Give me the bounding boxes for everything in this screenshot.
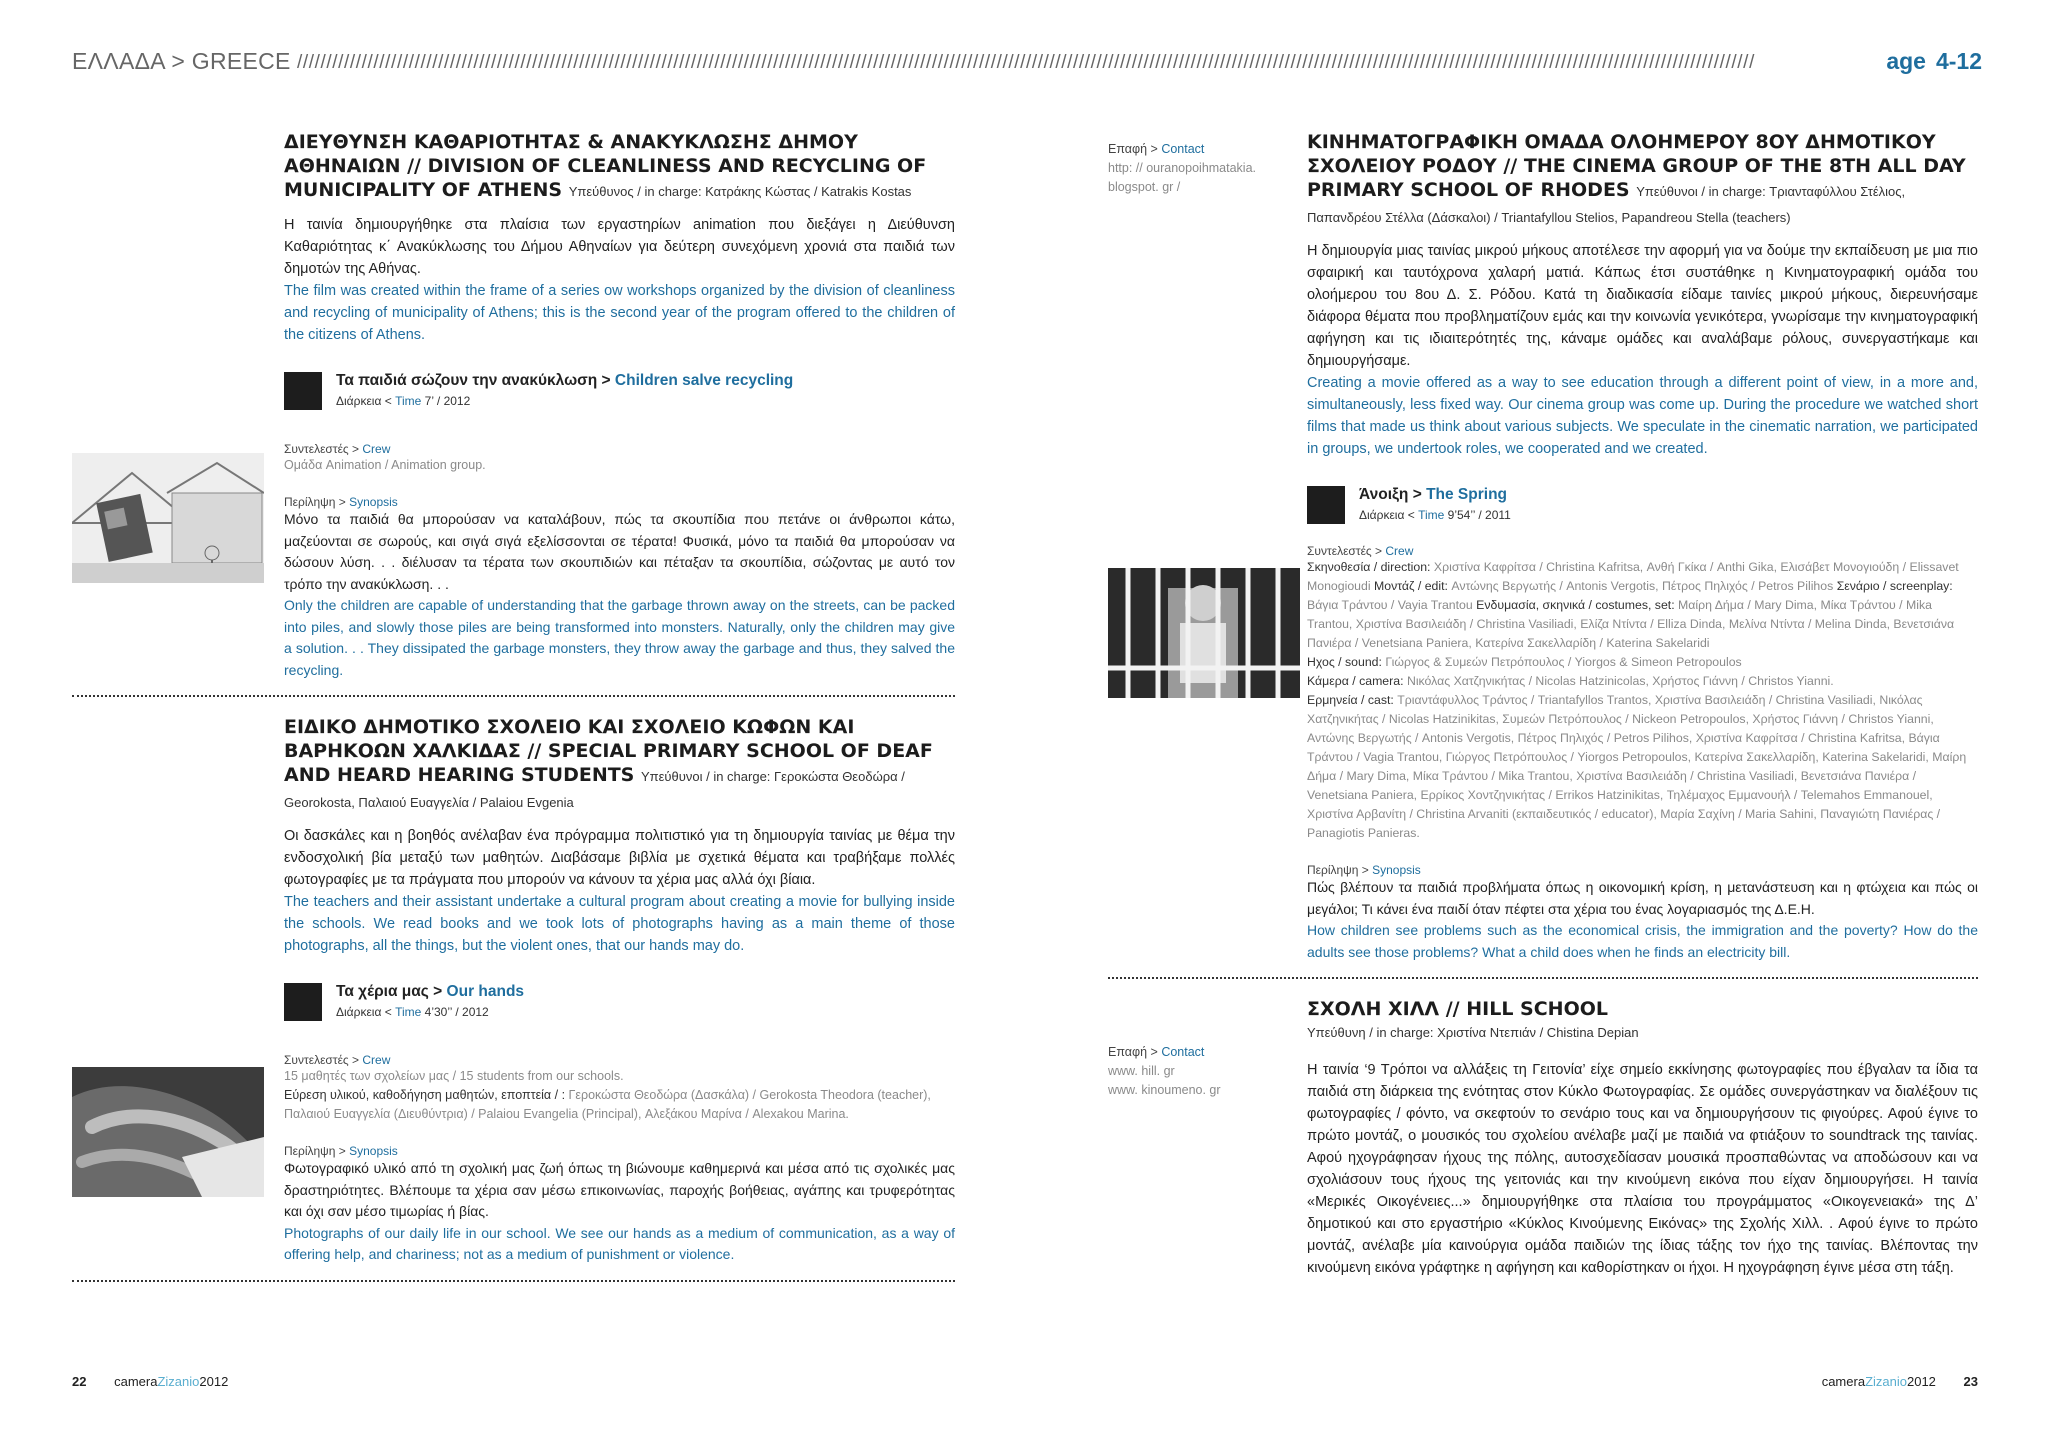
crew-role: Εύρεση υλικού, καθοδήγηση μαθητών, εποπτεία / : — [284, 1088, 566, 1102]
entry-charge: Υπεύθυνοι / in charge: Τριανταφύλλου Στέλιος, Παπανδρέου Στέλλα (Δάσκαλοι) / Triantafyllou Stelios, Papandreou Stella (teachers) — [1307, 184, 1906, 225]
entry-title — [1307, 997, 1978, 1045]
film-square-icon — [284, 372, 322, 410]
crew-label — [284, 442, 955, 456]
film-still-spring — [1108, 568, 1300, 698]
film-title — [336, 372, 793, 390]
footer-left — [72, 1374, 228, 1389]
description-greek: Η ταινία ‘9 Τρόποι να αλλάξεις τη Γειτονία’ είχε σημείο εκκίνησης φωτογραφίες που έβγαλαν τα ίδια τα παιδιά στη διάρκεια της ενότητας στον Κύκλο Φωτογραφίας. Σε ομάδες συνεργάστηκαν να διαλέξουν τις φωτογραφίες / φόντο, να σκεφτούν το σενάριο τους και να δημιουργήσουν τις φιγούρες. Αφού έγινε το πρώτο μοντάζ, ο μουσικός του σχολείου ανέλαβε μαζί με παιδιά να φτιάξουν το soundtrack της ταινίας. Αφού ηχογράφησαν ήχους της πόλης, αυτοσχεδίασαν μουσικά προσπαθώντας να αποδώσουν και να σχολιάσουν τους ήχους της γειτονιάς και την κινούμενη εικόνα που είχαν δημιουργήσει. Η ταινία «Μερικές Οικογένειες...» δημιουργήθηκε στα πλαίσια του προγράμματος «Οικογενειακά» της Δ’ δημοτικού και στο εργαστήριο «Κύκλος Κινούμενης Εικόνας» της Σχολής Χιλλ. . Αφού έγινε το πρώτο μοντάζ, ανέλαβε μία καινούργια ομάδα παιδιών της ίδιας τάξης τον ήχο της ταινίας. Βλέποντας την κινούμενη εικόνα γράφτηκε η αφήγηση και καθορίστηκαν οι ήχοι. Η ηχογράφηση έγινε μέσα στη τάξη. — [1307, 1062, 1978, 1276]
crew-role: Σενάριο / screenplay: — [1836, 579, 1953, 593]
entry-cleanliness-athens — [284, 130, 955, 681]
entry-title — [1307, 130, 1978, 230]
entry-title-text: ΔΙΕΥΘΥΝΣΗ ΚΑΘΑΡΙΟΤΗΤΑΣ & ΑΝΑΚΥΚΛΩΣΗΣ ΔΗΜΟΥ ΑΘΗΝΑΙΩΝ // DIVISION OF CLEANLINESS AND RECYCLING OF MUNICIPALITY OF ATHENS — [284, 131, 927, 201]
contact-label-greek: Επαφή > — [1108, 142, 1158, 156]
synopsis-english: How children see problems such as the economical crisis, the immigration and the poverty? How do the adults see those problems? What a child does when he finds an electricity bill. — [1307, 922, 1978, 960]
contact-url-line: blogspot. gr / — [1108, 180, 1181, 194]
film-title-english: The Spring — [1426, 486, 1508, 503]
right-column — [1307, 130, 1978, 1279]
film-title-greek: Άνοιξη > — [1359, 486, 1422, 503]
description-english: The teachers and their assistant undertake a cultural program about creating a movie for bullying inside the schools. We read books and we took lots of photographs having as a main theme of those photographs, all the things, but the violent ones, that our hands may do. — [284, 894, 955, 954]
synopsis-greek: Πώς βλέπουν τα παιδιά προβλήματα όπως η οικονομική κρίση, η μετανάστευση και η φτώχεια και πώς οι μεγάλοι; Τι κάνει ένα παιδί όταν πέφτει στα χέρια του ένας λογαριασμός της Δ.Ε.Η. — [1307, 879, 1978, 917]
crew-role: Κάμερα / camera: — [1307, 674, 1404, 688]
brand-logo — [1822, 1374, 1936, 1389]
children-drawing-image — [72, 453, 264, 583]
page-header — [72, 46, 1982, 80]
synopsis-label — [284, 495, 955, 509]
crew-names: Χριστίνα Καφρίτσα / Christina Kafritsa, Ανθή Γκίκα / Anthi Gika, Ελισάβετ Μονογιούδη / Elissavet Monogioudi — [1307, 560, 1959, 593]
entry-charge: Υπεύθυνος / in charge: Κατράκης Κώστας / Katrakis Kostas — [568, 184, 912, 199]
crew-names: Τριαντάφυλλος Τράντος / Triantafyllos Trantos, Χριστίνα Βασιλειάδη / Christina Vasiliadi, Νικόλας Χατζηνικήτας / Nicolas Hatzinikitas, Συμεών Πετρόπουλος / Nickeon Petropoulos, Χρήστος Γιάννη / Christos Yianni, Αντώνης Βεργωτής / Antonis Vergotis, Πέτρος Πηλιχός / Petros Pilihos, Χριστίνα Καφρίτσα / Christina Kafritsa, Βάγια Τράντου / Vagia Trantou, Γιώργος Πετρόπουλος / Yiorgos Petropoulos, Κατερίνα Σακελλαρίδη, Katerina Sakelaridi, Μαίρη Δήμα / Mary Dima, Μίκα Τράντου / Mika Trantou, Χριστίνα Βασιλειάδη / Christina Vasiliadi, Βενετσιάνα Πανιέρα / Venetsiana Paniera, Ερρίκος Χοντζηνικήτας / Errikos Hatzinikitas, Τηλέμαχος Εμμανουήλ / Telemahos Emmanouel, Χριστίνα Αρβανίτη / Christina Arvaniti (εκπαιδευτικός / educator), Μαρία Σαχίνη / Maria Sahini, Παναγιώτη Πανιέρας / Panagiotis Panieras. — [1307, 693, 1967, 840]
left-column — [284, 130, 955, 1282]
crew-label — [284, 1053, 955, 1067]
time-label: Time — [395, 1005, 422, 1019]
brand-logo — [114, 1374, 228, 1389]
header-slash-rule: //////////////////////////////////////////////////////////////////////////////////////////////////////////////////////////////////////////////////////////////////////////////////////////////////////////////////////////////////////////////////////// — [297, 52, 1755, 73]
film-square-icon — [284, 983, 322, 1021]
contact-block — [1108, 1043, 1298, 1100]
entry-title-text: ΕΙΔΙΚΟ ΔΗΜΟΤΙΚΟ ΣΧΟΛΕΙΟ ΚΑΙ ΣΧΟΛΕΙΟ ΚΩΦΩΝ ΚΑΙ ΒΑΡΗΚΟΩΝ ΧΑΛΚΙΔΑΣ // SPECIAL PRIMARY SCHOOL OF DEAF AND HEARD HEARING STUDENTS — [284, 716, 933, 786]
time-label: Time — [395, 394, 422, 408]
time-label: Time — [1418, 508, 1445, 522]
crew-role: Ηχος / sound: — [1307, 655, 1382, 669]
synopsis-label-greek: Περίληψη > — [284, 1144, 346, 1158]
dotted-divider — [72, 1280, 955, 1282]
film-duration — [1359, 508, 1511, 522]
entry-title-text: ΣΧΟΛΗ ΧΙΛΛ // HILL SCHOOL — [1307, 998, 1608, 1020]
duration-label: Διάρκεια < — [1359, 508, 1415, 522]
film-title-english: Our hands — [446, 983, 525, 1000]
time-value: 9’54’’ / 2011 — [1447, 508, 1511, 522]
age-value: 4-12 — [1935, 48, 1982, 74]
age-range — [1870, 48, 1982, 75]
brand-part: Zizanio — [157, 1374, 200, 1389]
description-greek: Οι δασκάλες και η βοηθός ανέλαβαν ένα πρόγραμμα πολιτιστικό για τη δημιουργία ταινίας με θέμα την ενδοσχολική βία μεταξύ των μαθητών. Διαβάσαμε βιβλία με σχετικά θέματα και τραβήξαμε πολλές φωτογραφίες με τα πράγματα που μπορούν να κάνουν τα χέρια μας αλλά όχι βίαια. — [284, 828, 955, 888]
film-title — [1359, 486, 1507, 504]
hands-photo-image — [72, 1067, 264, 1197]
crew-role: Μοντάζ / edit: — [1374, 579, 1448, 593]
page-number: 23 — [1963, 1374, 1978, 1389]
synopsis-greek: Φωτογραφικό υλικό από τη σχολική μας ζωή όπως τη βιώνουμε καθημερινά και μέσα από τις σχολικές μας δραστηριότητες. Βλέπουμε τα χέρια σαν μέσω επικοινωνίας, παροχής βοήθειας, αγάπης και τρυφερότητας και όχι σαν μέσο τιμωρίας ή βίας. — [284, 1160, 955, 1219]
entry-hill-school — [1307, 997, 1978, 1279]
contact-url-line: www. kinoumeno. gr — [1108, 1083, 1221, 1097]
brand-part: Zizanio — [1865, 1374, 1907, 1389]
description-english: The film was created within the frame of a series ow workshops organized by the division of cleanliness and recycling of municipality of Athens; this is the second year of the program offered to the children of the citizens of Athens. — [284, 283, 955, 343]
crew-label — [1307, 544, 1978, 558]
footer-right — [1822, 1374, 1978, 1389]
film-duration — [336, 394, 470, 408]
crew-label-greek: Συντελεστές > — [1307, 544, 1383, 558]
film-still-drawing — [72, 453, 264, 583]
film-title — [336, 983, 524, 1001]
brand-part: 2012 — [199, 1374, 229, 1389]
film-still-hands — [72, 1067, 264, 1197]
section-title: ΕΛΛΑΔΑ > GREECE — [72, 48, 291, 74]
film-title-greek: Τα χέρια μας > — [336, 983, 443, 1000]
entry-cinema-group-rhodes — [1307, 130, 1978, 963]
crew-names: Νικόλας Χατζηνικήτας / Nicolas Hatzinicolas, Χρήστος Γιάννη / Christos Yianni. — [1406, 674, 1834, 688]
crew-role: Ενδυμασία, σκηνικά / costumes, set: — [1476, 598, 1675, 612]
crew-list — [1307, 558, 1978, 843]
crew-label-english: Crew — [362, 1053, 391, 1067]
brand-part: camera — [1821, 1374, 1866, 1389]
synopsis-label-greek: Περίληψη > — [284, 495, 346, 509]
synopsis-label-english: Synopsis — [1372, 863, 1421, 877]
crew-role: Σκηνοθεσία / direction: — [1307, 560, 1431, 574]
film-title-english: Children salve recycling — [614, 372, 794, 389]
child-behind-bars-image — [1108, 568, 1300, 698]
page-number: 22 — [72, 1374, 87, 1389]
crew-text — [284, 1067, 955, 1124]
age-label: age — [1886, 48, 1926, 74]
description-greek: Η ταινία δημιουργήθηκε στα πλαίσια των εργαστηρίων animation που διεξάγει η Διεύθυνση Καθαριότητας κ΄ Ανακύκλωσης του Δήμου Αθηναίων για δεύτερη συνεχόμενη χρονιά στα παιδιά των δημοτών της Αθήνας. — [284, 217, 955, 277]
synopsis-english: Photographs of our daily life in our school. We see our hands as a medium of communication, as a way of offering help, and chariness; not as a medium of punishment or violence. — [284, 1224, 955, 1262]
film-block — [1307, 486, 1978, 536]
synopsis-label-english: Synopsis — [349, 1144, 398, 1158]
crew-role: Ερμηνεία / cast: — [1307, 693, 1394, 707]
synopsis-label — [284, 1144, 955, 1158]
contact-url-line: http: // ouranopoihmatakia. — [1108, 161, 1257, 175]
contact-url-line: www. hill. gr — [1108, 1064, 1175, 1078]
contact-label-greek: Επαφή > — [1108, 1045, 1158, 1059]
crew-role-text: Γεροκώστα Θεοδώρα (Δασκάλα) / Gerokosta Theodora (teacher), Παλαιού Ευαγγελία (Διευθύντρια) / Palaiou Evangelia (Principal), Αλεξάκου Μαρίνα / Alexakou Marina. — [284, 1088, 931, 1121]
crew-label-english: Crew — [1385, 544, 1414, 558]
time-value: 4’30’’ / 2012 — [424, 1005, 489, 1019]
crew-names: Αντώνης Βεργωτής / Antonis Vergotis, Πέτρος Πηλιχός / Petros Pilihos — [1451, 579, 1834, 593]
crew-names: Βάγια Τράντου / Vayia Trantou — [1307, 598, 1473, 612]
entry-title-text: ΚΙΝΗΜΑΤΟΓΡΑΦΙΚΗ ΟΜΑΔΑ ΟΛΟΗΜΕΡΟΥ 8ΟΥ ΔΗΜΟΤΙΚΟΥ ΣΧΟΛΕΙΟΥ ΡΟΔΟΥ // THE CINEMA GROUP OF THE 8TH ALL DAY PRIMARY SCHOOL OF RHODES — [1307, 131, 1966, 201]
crew-names: Μαίρη Δήμα / Mary Dima, Μίκα Τράντου / Mika Trantou, Χριστίνα Βασιλειάδη / Christina Vasiliadi, Ελίζα Ντίντα / Elliza Dinda, Μελίνα Ντίντα / Melina Dinda, Βενετσιάνα Πανιέρα / Venetsiana Paniera, Κατερίνα Σακελλαρίδη / Katerina Sakelaridi — [1307, 598, 1955, 650]
brand-part: 2012 — [1906, 1374, 1936, 1389]
synopsis-greek: Μόνο τα παιδιά θα μπορούσαν να καταλάβουν, πώς τα σκουπίδια που πετάνε οι άνθρωποι κάτω, μαζεύονται σε σωρούς, και σιγά σιγά εξελίσσονται σε τέρατα! Φυσικά, μόνο τα παιδιά θα μπορούσαν να δώσουν λύση. . . διέλυσαν τα τέρατα των σκουπιδιών και πέταξαν τα σκουπίδια, σώζοντας με αυτό τον τρόπο την ανακύκλωση. . . — [284, 511, 955, 592]
synopsis-label-english: Synopsis — [349, 495, 398, 509]
contact-label-english: Contact — [1161, 142, 1205, 156]
crew-label-greek: Συντελεστές > — [284, 442, 360, 456]
contact-label-english: Contact — [1161, 1045, 1205, 1059]
synopsis-label — [1307, 863, 1978, 877]
synopsis-english: Only the children are capable of understanding that the garbage thrown away on the streets, can be packed into piles, and slowly those piles are being transformed into monsters. Naturally, only the children may give a solution. . . They dissipated the garbage monsters, they throw away the garbage and thus, they salved the recycling. — [284, 597, 955, 678]
film-square-icon — [1307, 486, 1345, 524]
duration-label: Διάρκεια < — [336, 1005, 392, 1019]
crew-label-greek: Συντελεστές > — [284, 1053, 360, 1067]
crew-label-english: Crew — [362, 442, 391, 456]
brand-part: camera — [114, 1374, 158, 1389]
description-greek: Η δημιουργία μιας ταινίας μικρού μήκους αποτέλεσε την αφορμή για να δούμε την εκπαίδευση με μια πιο σφαιρική και ταυτόχρονα χαλαρή ματιά. Κάπως έτσι συστάθηκε η Κινηματογραφική ομάδα του ολοήμερου του 8ου Δ. Σ. Ρόδου. Κατά τη διαδικασία είδαμε ταινίες μικρού μήκους, διερευνήσαμε διάφορα θέματα που προβληματίζουν εμάς και την κοινωνία γενικότερα, γνωρίσαμε την κινηματογραφική αφήγηση και τις ιδιαιτερότητές της, κάναμε ομάδες και αναλάβαμε ρόλους, συνεργαστήκαμε και δημιουργήσαμε. — [1307, 243, 1978, 369]
film-duration — [336, 1005, 489, 1019]
crew-names: Γιώργος & Συμεών Πετρόπουλος / Yiorgos & Simeon Petropoulos — [1385, 655, 1742, 669]
film-title-greek: Τα παιδιά σώζουν την ανακύκλωση > — [336, 372, 611, 389]
time-value: 7’ / 2012 — [424, 394, 471, 408]
contact-block — [1108, 140, 1298, 197]
dotted-divider — [72, 695, 955, 697]
entry-title — [284, 715, 955, 815]
entry-charge: Υπεύθυνοι / in charge: Γεροκώστα Θεοδώρα / Georokosta, Παλαιού Ευαγγελία / Palaiou Evgenia — [284, 769, 905, 810]
film-block — [284, 983, 955, 1033]
film-block — [284, 372, 955, 422]
entry-title — [284, 130, 955, 204]
duration-label: Διάρκεια < — [336, 394, 392, 408]
description-english: Creating a movie offered as a way to see education through a different point of view, in a more and, simultaneously, less fixed way. Our cinema group was come up. During the procedure we watched short films that made us think about various subjects. We speculate in the cinematic narration, we participated in groups, we undertook roles, we cooperated and we created. — [1307, 375, 1978, 457]
crew-students: 15 μαθητές των σχολείων μας / 15 students from our schools. — [284, 1069, 624, 1083]
entry-special-school-chalkida — [284, 715, 955, 1266]
synopsis-label-greek: Περίληψη > — [1307, 863, 1369, 877]
crew-text: Ομάδα Animation / Animation group. — [284, 458, 486, 472]
dotted-divider — [1108, 977, 1978, 979]
entry-charge: Υπεύθυνη / in charge: Χριστίνα Ντεπιάν / Chistina Depian — [1307, 1025, 1639, 1040]
